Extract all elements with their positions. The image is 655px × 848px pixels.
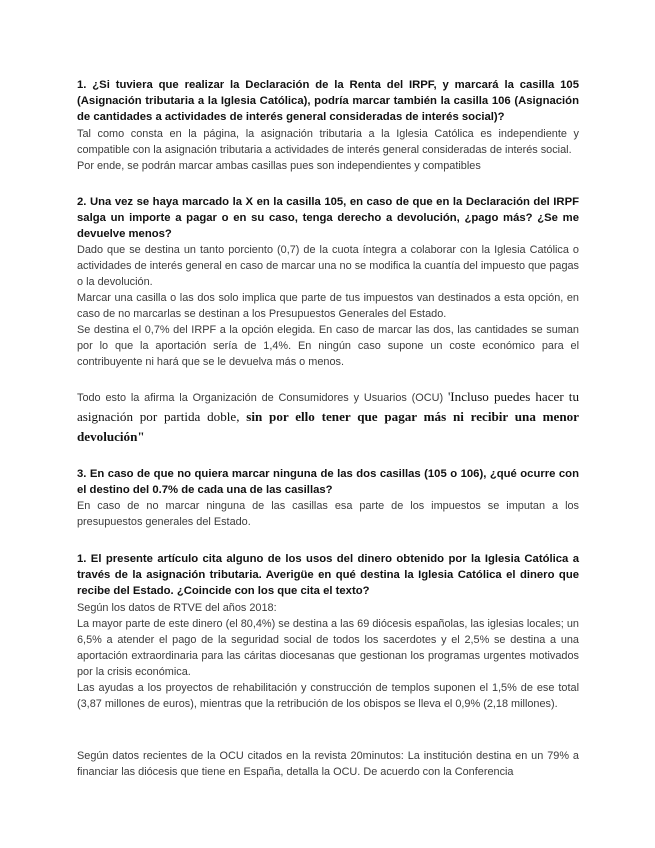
answer-paragraph: Se destina el 0,7% del IRPF a la opción elegida. En caso de marcar las dos, las cantidades se suman por lo que la aportación sería de 1,4%. En ningún caso supone un coste económico para el contribuyente ni hará que se le devuelva más o menos. xyxy=(77,324,579,369)
section-ocu-data xyxy=(77,748,579,780)
answer-paragraph: Por ende, se podrán marcar ambas casillas pues son independientes y compatibles xyxy=(77,159,481,172)
ocu-quote-paragraph xyxy=(77,388,579,447)
question-heading: 1. ¿Si tuviera que realizar la Declaración de la Renta del IRPF, y marcará la casilla 105 (Asignación tributaria a la Iglesia Católica), podría marcar también la casilla 106 (Asignación de cantidades a actividades de interés general consideradas de interés social)? xyxy=(77,79,579,124)
answer-paragraph: Las ayudas a los proyectos de rehabilitación y construcción de templos suponen el 1,5% de ese total (3,87 millones de euros), mientras que la retribución de los obispos se lleva el 0,9% (2,18 millones). xyxy=(77,681,579,710)
section-question-article xyxy=(77,551,579,712)
answer-paragraph: Marcar una casilla o las dos solo implica que parte de tus impuestos van destinados a esta opción, en caso de no marcarlas se destinan a los Presupuestos Generales del Estado. xyxy=(77,292,579,321)
section-question-1 xyxy=(77,77,579,174)
answer-paragraph: Dado que se destina un tanto porciento (0,7) de la cuota íntegra a colaborar con la Iglesia Católica o actividades de interés general en caso de marcar una no se modifica la cuantía del impuesto que pagas o la devolución. xyxy=(77,244,579,289)
quote-intro: Todo esto la afirma la Organización de Consumidores y Usuarios (OCU) xyxy=(77,392,448,405)
question-heading: 3. En caso de que no quiera marcar ninguna de las dos casillas (105 o 106), ¿qué ocurre con el destino del 0.7% de cada una de las casillas? xyxy=(77,467,579,496)
answer-paragraph: Según los datos de RTVE del años 2018: xyxy=(77,601,277,614)
quote-text-bold: sin por ello tener que pagar más ni recibir una menor devolución" xyxy=(77,409,579,444)
answer-paragraph: Tal como consta en la página, la asignación tributaria a la Iglesia Católica es independiente y compatible con la asignación tributaria a actividades de interés general consideradas de interés social. xyxy=(77,127,579,156)
answer-paragraph: La mayor parte de este dinero (el 80,4%) se destina a las 69 diócesis españolas, las iglesias locales; un 6,5% a atender el pago de la seguridad social de todos los sacerdotes y el 2,5% se destina a una aportación extraordinaria para las cáritas diocesanas que gestionan los programas urgentes motivados por la crisis económica. xyxy=(77,617,579,678)
section-question-3 xyxy=(77,466,579,530)
question-heading: 1. El presente artículo cita alguno de los usos del dinero obtenido por la Iglesia Católica a través de la asignación tributaria. Averigüe en qué destina la Iglesia Católica el dinero que recibe del Estado. ¿Coincide con los que cita el texto? xyxy=(77,553,579,598)
question-heading: 2. Una vez se haya marcado la X en la casilla 105, en caso de que en la Declaración del IRPF salga un importe a pagar o en su caso, tenga derecho a devolución, ¿pago más? ¿Se me devuelve menos? xyxy=(77,195,579,241)
quote-text: 'Incluso puedes hacer tu asignación por partida doble, xyxy=(77,389,579,425)
section-question-2 xyxy=(77,194,579,371)
answer-paragraph: Según datos recientes de la OCU citados en la revista 20minutos: La institución destina en un 79% a financiar las diócesis que tiene en España, detalla la OCU. De acuerdo con la Conferencia xyxy=(77,749,579,778)
answer-paragraph: En caso de no marcar ninguna de las casillas esa parte de los impuestos se imputan a los presupuestos generales del Estado. xyxy=(77,500,579,529)
